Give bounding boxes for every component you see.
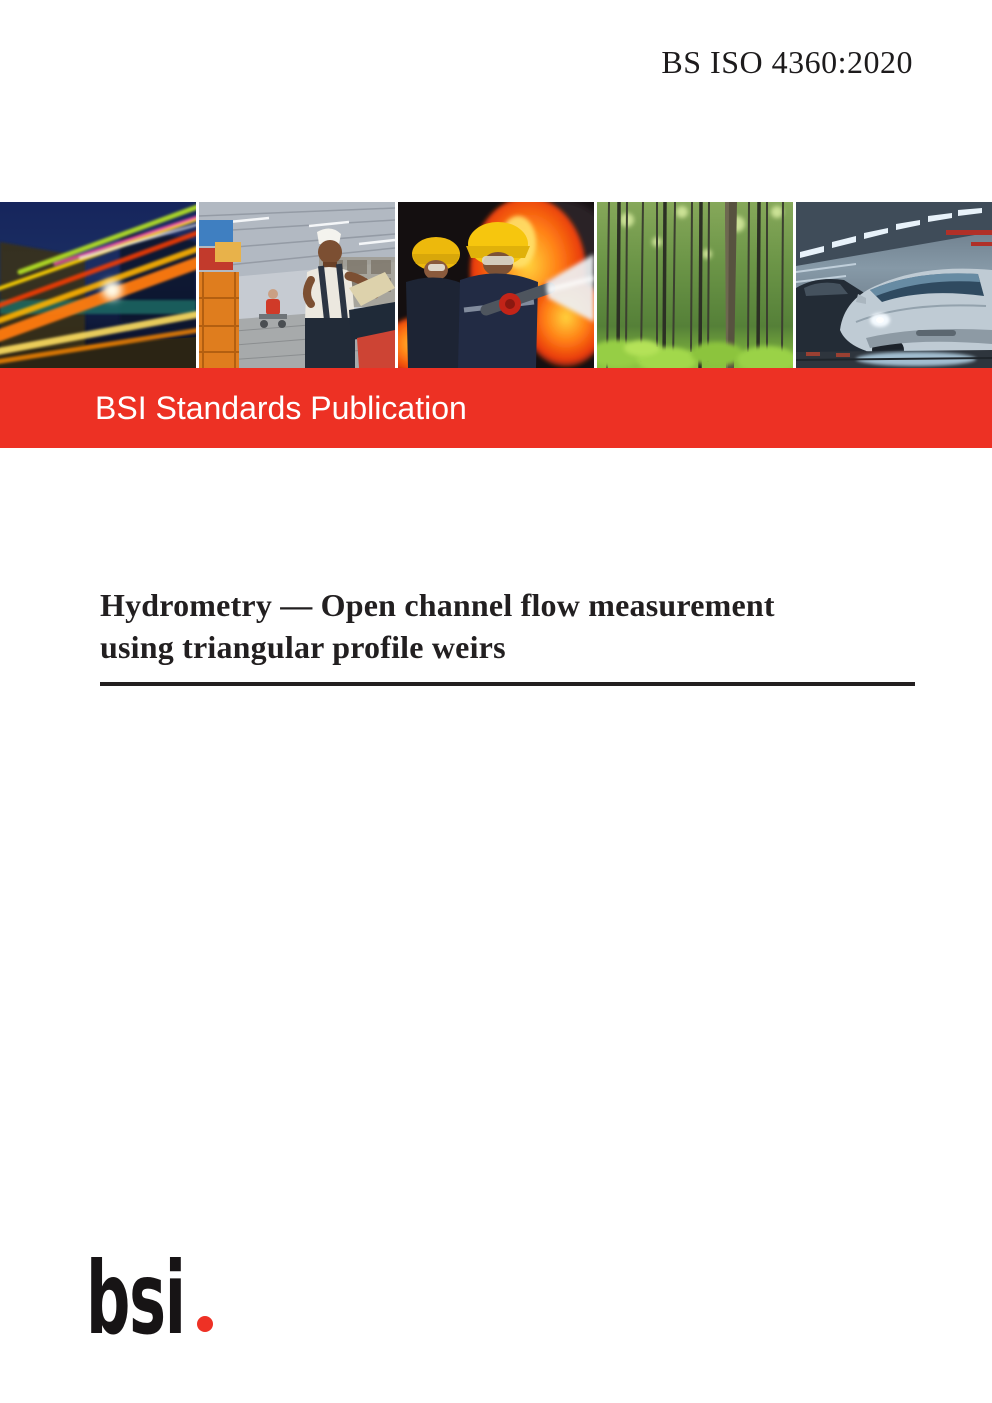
- bsi-logo-dot: [197, 1316, 213, 1332]
- publication-banner: [0, 368, 992, 448]
- photo-forest-trees: [597, 202, 793, 368]
- document-title-line1: Hydrometry — Open channel flow measurement: [100, 587, 775, 623]
- photo-banner: [0, 202, 992, 368]
- photo-firefighters: [398, 202, 594, 368]
- bsi-logo-text: bsi: [86, 1240, 185, 1357]
- forest-image: [597, 202, 793, 368]
- photo-warehouse-worker: [199, 202, 395, 368]
- document-title: [100, 584, 915, 668]
- car-factory-image: [796, 202, 992, 368]
- title-divider: [100, 682, 915, 686]
- bsi-logo: [86, 1240, 326, 1357]
- warehouse-image: [199, 202, 395, 368]
- document-title-line2: using triangular profile weirs: [100, 629, 506, 665]
- firefighters-image: [398, 202, 594, 368]
- publication-banner-label: BSI Standards Publication: [95, 390, 467, 426]
- photo-car-assembly-line: [796, 202, 992, 368]
- night-traffic-image: [0, 202, 196, 368]
- photo-night-traffic-light-trails: [0, 202, 196, 368]
- standard-number: BS ISO 4360:2020: [661, 44, 913, 80]
